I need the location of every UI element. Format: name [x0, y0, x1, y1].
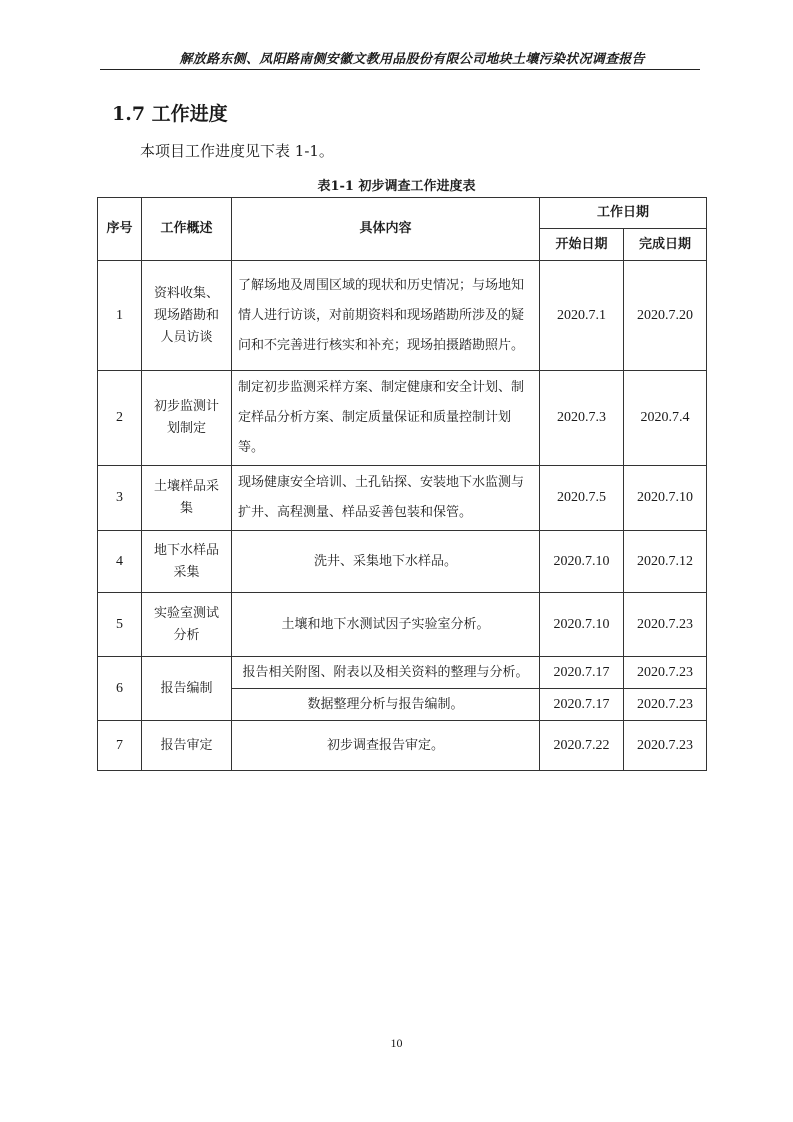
row-start-date: 2020.7.3 — [540, 371, 624, 466]
row-end-date: 2020.7.4 — [624, 371, 707, 466]
table-row — [98, 466, 707, 531]
table-row — [98, 371, 707, 466]
header-rule — [100, 69, 700, 70]
row-content: 了解场地及周围区域的现状和历史情况；与场地知情人进行访谈，对前期资料和现场踏勘所涉及的疑问和不完善进行核实和补充；现场拍摄踏勘照片。 — [232, 261, 540, 371]
row-content: 土壤和地下水测试因子实验室分析。 — [232, 593, 540, 657]
section-title: 1.7 工作进度 — [112, 103, 228, 125]
row-seq: 2 — [98, 371, 142, 466]
row-content: 报告相关附图、附表以及相关资料的整理与分析。 — [232, 657, 540, 689]
row-overview: 资料收集、现场踏勘和人员访谈 — [142, 261, 232, 371]
row-end-date: 2020.7.23 — [624, 689, 707, 721]
row-content: 制定初步监测采样方案、制定健康和安全计划、制定样品分析方案、制定质量保证和质量控制计划等。 — [232, 371, 540, 466]
table-row — [98, 721, 707, 771]
row-start-date: 2020.7.1 — [540, 261, 624, 371]
header-overview: 工作概述 — [142, 198, 232, 261]
document-header: 解放路东侧、凤阳路南侧安徽文教用品股份有限公司地块土壤污染状况调查报告 — [179, 52, 645, 67]
table-row — [98, 261, 707, 371]
row-end-date: 2020.7.23 — [624, 593, 707, 657]
page-number: 10 — [390, 1036, 403, 1050]
row-end-date: 2020.7.23 — [624, 657, 707, 689]
row-overview: 地下水样品采集 — [142, 531, 232, 593]
row-start-date: 2020.7.22 — [540, 721, 624, 771]
table-row — [98, 657, 707, 689]
row-seq: 4 — [98, 531, 142, 593]
row-start-date: 2020.7.17 — [540, 689, 624, 721]
row-overview: 报告审定 — [142, 721, 232, 771]
row-seq: 5 — [98, 593, 142, 657]
row-start-date: 2020.7.10 — [540, 531, 624, 593]
row-overview: 报告编制 — [142, 657, 232, 721]
row-seq: 6 — [98, 657, 142, 721]
row-content: 现场健康安全培训、土孔钻探、安装地下水监测与扩井、高程测量、样品妥善包装和保管。 — [232, 466, 540, 531]
header-seq: 序号 — [98, 198, 142, 261]
intro-text: 本项目工作进度见下表 1-1。 — [140, 142, 334, 160]
row-start-date: 2020.7.17 — [540, 657, 624, 689]
row-end-date: 2020.7.20 — [624, 261, 707, 371]
table-row — [98, 531, 707, 593]
row-overview: 土壤样品采集 — [142, 466, 232, 531]
schedule-table — [97, 197, 707, 771]
row-content: 初步调查报告审定。 — [232, 721, 540, 771]
header-start-date: 开始日期 — [540, 229, 624, 261]
row-content: 洗井、采集地下水样品。 — [232, 531, 540, 593]
row-start-date: 2020.7.10 — [540, 593, 624, 657]
row-seq: 1 — [98, 261, 142, 371]
row-end-date: 2020.7.10 — [624, 466, 707, 531]
row-end-date: 2020.7.23 — [624, 721, 707, 771]
header-work-date: 工作日期 — [540, 198, 707, 229]
row-content: 数据整理分析与报告编制。 — [232, 689, 540, 721]
row-overview: 实验室测试分析 — [142, 593, 232, 657]
header-content: 具体内容 — [232, 198, 540, 261]
table-caption: 表1-1 初步调查工作进度表 — [317, 179, 476, 194]
row-seq: 3 — [98, 466, 142, 531]
row-start-date: 2020.7.5 — [540, 466, 624, 531]
row-overview: 初步监测计划制定 — [142, 371, 232, 466]
header-end-date: 完成日期 — [624, 229, 707, 261]
table-row — [98, 593, 707, 657]
row-seq: 7 — [98, 721, 142, 771]
row-end-date: 2020.7.12 — [624, 531, 707, 593]
